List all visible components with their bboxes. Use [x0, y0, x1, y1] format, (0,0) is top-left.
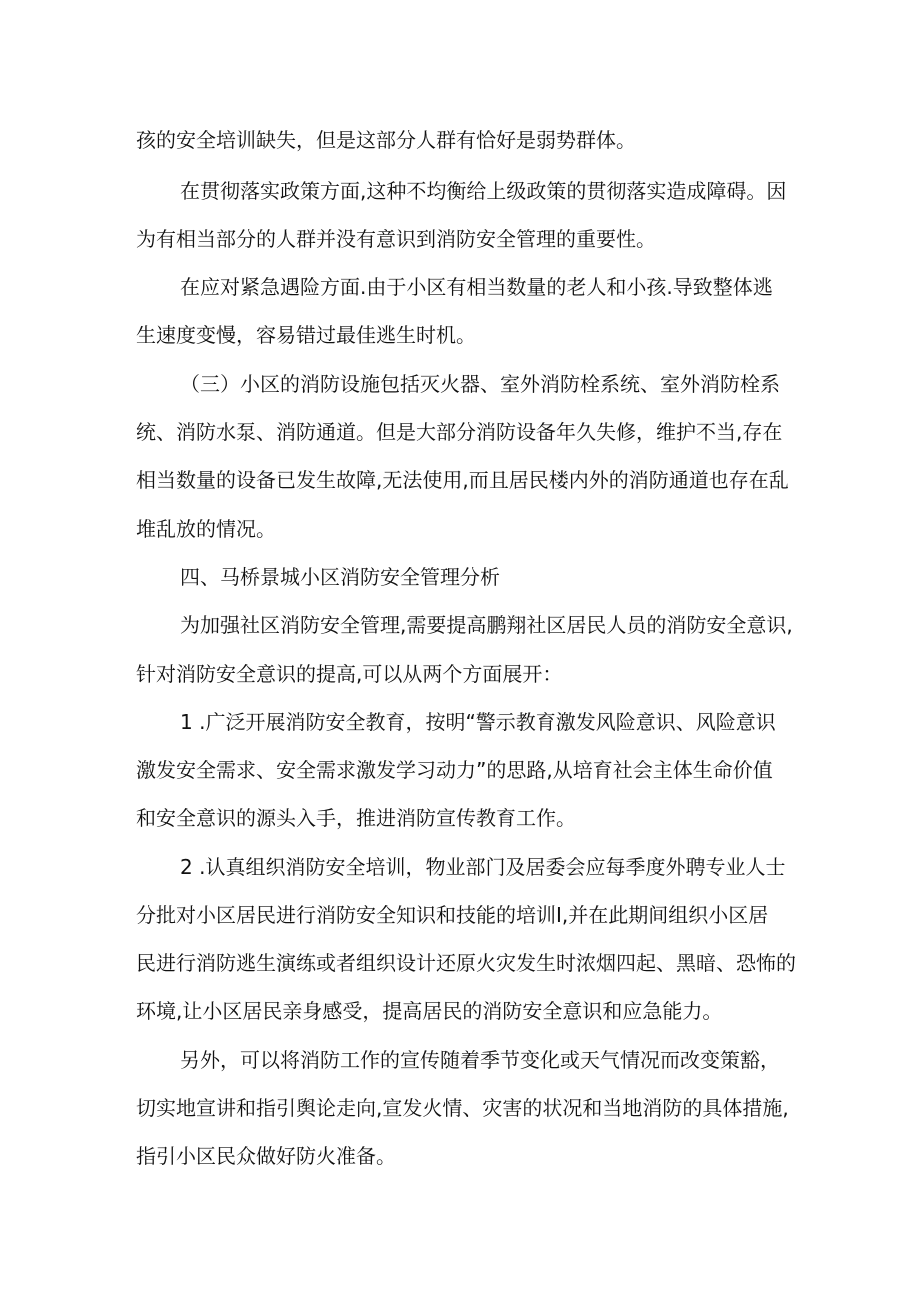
text-line: 激发安全需求、安全需求激发学习动力”的思路,从培育社会主体生命价值	[136, 758, 773, 782]
text-line: 在贯彻落实政策方面,这种不均衡给上级政策的贯彻落实造成障碍。因	[180, 179, 787, 203]
text-line: 分批对小区居民进行消防安全知识和技能的培训I,并在此期间组织小区居	[136, 903, 769, 927]
text-line: 生速度变慢，容易错过最佳逃生时机。	[136, 323, 476, 347]
text-line: 孩的安全培训缺失，但是这部分人群有恰好是弱势群体。	[136, 128, 636, 152]
text-line: 为加强社区消防安全管理,需要提高鹏翔社区居民人员的消防安全意识,	[180, 613, 793, 637]
text-line: （三）小区的消防设施包括灭火器、室外消防栓系统、室外消防栓系	[180, 372, 780, 396]
text-line: 民进行消防逃生演练或者组织设计还原火灾发生时浓烟四起、黑暗、恐怖的	[136, 951, 796, 975]
text-line: 和安全意识的源头入手，推进消防宣传教育工作。	[136, 806, 576, 830]
text-line: 1 .广泛开展消防安全教育，按明“警示教育激发风险意识、风险意识	[180, 710, 776, 734]
text-line: 统、消防水泵、消防通道。但是大部分消防设备年久失修，维护不当,存在	[136, 420, 783, 444]
text-line: 切实地宣讲和指引舆论走向,宣发火情、灾害的状况和当地消防的具体措施,	[136, 1096, 789, 1120]
section-heading: 四、马桥景城小区消防安全管理分析	[180, 565, 500, 589]
text-line: 环境,让小区居民亲身感受，提高居民的消防安全意识和应急能力。	[136, 999, 723, 1023]
text-line: 另外，可以将消防工作的宣传随着季节变化或天气情况而改变策豁，	[180, 1048, 780, 1072]
text-line: 2 .认真组织消防安全培训，物业部门及居委会应每季度外聘专业人士	[180, 855, 786, 879]
text-line: 指引小区民众做好防火准备。	[136, 1144, 396, 1168]
text-line: 堆乱放的情况。	[136, 517, 276, 541]
text-line: 针对消防安全意识的提高,可以从两个方面展开：	[136, 662, 563, 686]
text-line: 为有相当部分的人群并没有意识到消防安全管理的重要性。	[136, 227, 656, 251]
text-line: 在应对紧急遇险方面.由于小区有相当数量的老人和小孩.导致整体逃	[180, 275, 773, 299]
text-line: 相当数量的设备已发生故障,无法使用,而且居民楼内外的消防通道也存在乱	[136, 468, 789, 492]
